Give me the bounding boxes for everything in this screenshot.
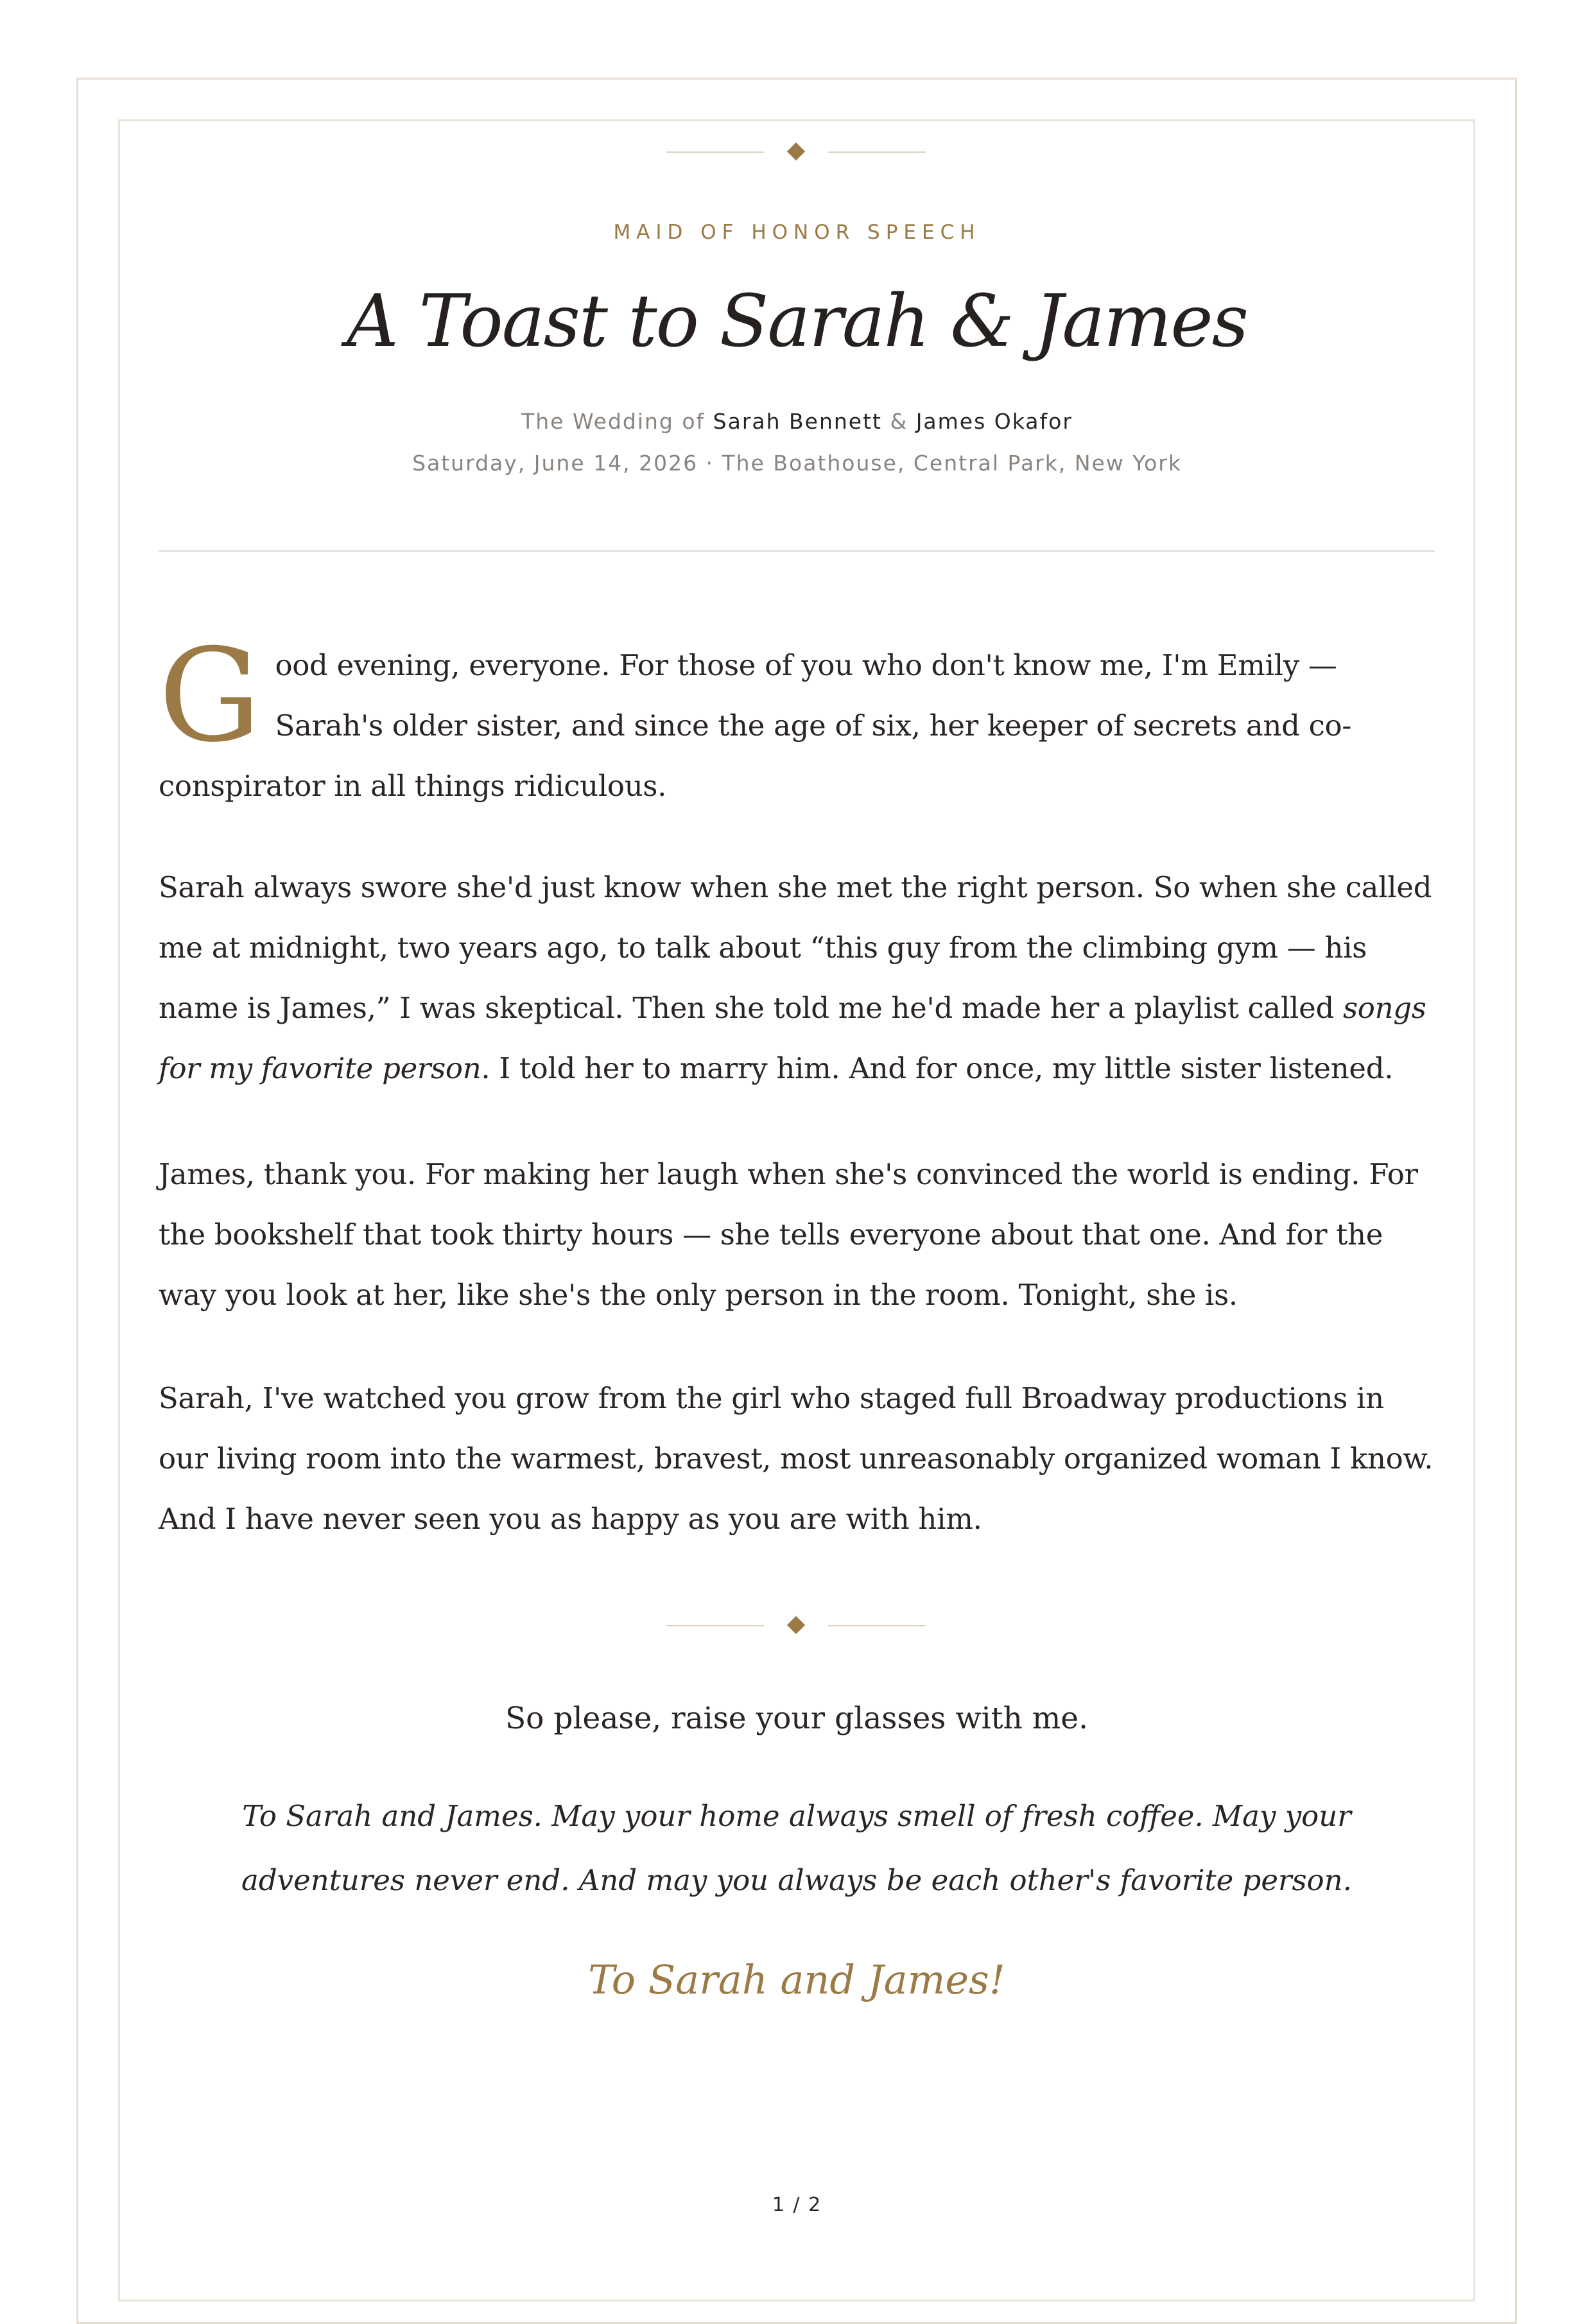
raise-glasses-line: So please, raise your glasses with me.	[505, 1701, 1089, 1736]
closing-ornament-divider	[0, 1616, 1594, 1635]
drop-cap: G	[159, 621, 261, 771]
subtitle-prefix: The Wedding of	[521, 409, 713, 434]
toast-blessing: To Sarah and James. May your home always smell of fresh coffee. May your adventures never end. And may you always be each other's favorite person.	[241, 1799, 1352, 1897]
speech-paragraph-3: James, thank you. For making her laugh when she's convinced the world is ending. For the bookshelf that took thirty hours — she tells everyone about that one. And for the way you look at her, like she's the only person in the room. Tonight, she is.	[159, 1157, 1418, 1312]
ornament-line-right	[828, 1625, 926, 1626]
top-ornament-divider	[0, 142, 1594, 162]
header-divider	[159, 550, 1435, 552]
paragraph-1-text: ood evening, everyone. For those of you who don't know me, I'm Emily — Sarah's older sister, and since the age of six, her keeper of secrets and co-conspirator in all things ridiculous.	[159, 648, 1352, 803]
paragraph-2-text-after: . I told her to marry him. And for once, my little sister listened.	[481, 1051, 1394, 1085]
speech-kicker: MAID OF HONOR SPEECH	[613, 221, 981, 244]
diamond-icon	[787, 1616, 805, 1634]
page-title: A Toast to Sarah & James	[346, 280, 1248, 363]
page-number: 1 / 2	[772, 2194, 822, 2216]
ornament-line-left	[666, 1625, 764, 1626]
wedding-subtitle	[0, 409, 1594, 434]
diamond-icon	[787, 142, 805, 160]
date-location: Saturday, June 14, 2026 · The Boathouse, Central Park, New York	[412, 451, 1182, 476]
groom-name: James Okafor	[915, 409, 1073, 434]
ornament-line-right	[828, 151, 926, 153]
subtitle-ampersand: &	[881, 409, 916, 434]
bride-name: Sarah Bennett	[713, 409, 882, 434]
playlist-title: songs for my favorite person	[159, 991, 1426, 1085]
paragraph-2-text-before: Sarah always swore she'd just know when she met the right person. So when she called me at midnight, two years ago, to talk about “this guy from the climbing gym — his name is James,” I was skeptical. Then she told me he'd made her a playlist called	[159, 870, 1432, 1025]
speech-paragraph-1	[159, 621, 1435, 816]
speech-paragraph-2	[159, 857, 1435, 1099]
speech-paragraph-4: Sarah, I've watched you grow from the girl who staged full Broadway productions in our living room into the warmest, bravest, most unreasonably organized woman I know. And I have never seen you as happy as you are with him.	[159, 1381, 1434, 1536]
ornament-line-left	[666, 151, 764, 153]
toast-cheers: To Sarah and James!	[588, 1956, 1005, 2003]
